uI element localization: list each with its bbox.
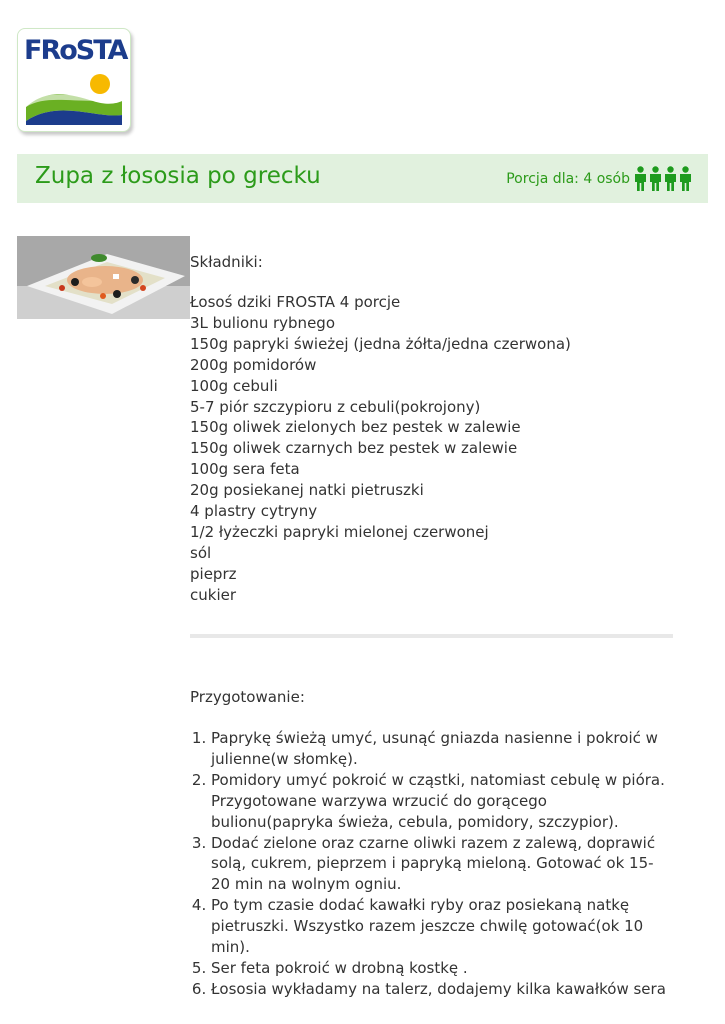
person-icon xyxy=(649,166,662,192)
section-divider xyxy=(190,634,673,638)
ingredient-item: 4 plastry cytryny xyxy=(190,502,318,521)
preparation-step: 4. Po tym czasie dodać kawałki ryby oraz posiekaną natkę pietruszki. Wszystko razem jeszcze chwilę gotować(ok 10 min). xyxy=(211,895,670,958)
ingredient-item: 150g oliwek czarnych bez pestek w zalewie xyxy=(190,439,518,458)
ingredients-heading: Składniki: xyxy=(190,253,263,271)
person-icon xyxy=(679,166,692,192)
preparation-step: 1. Paprykę świeżą umyć, usunąć gniazda nasienne i pokroić w julienne(w słomkę). xyxy=(211,728,670,770)
ingredient-item: cukier xyxy=(190,585,237,604)
ingredient-item: pieprz xyxy=(190,564,237,583)
ingredient-item: Łosoś dziki FROSTA 4 porcje xyxy=(190,293,401,311)
preparation-steps xyxy=(190,728,670,1000)
recipe-photo xyxy=(17,236,190,319)
ingredient-item: 100g sera feta xyxy=(190,460,300,479)
ingredient-item: 1/2 łyżeczki papryki mielonej czerwonej xyxy=(190,522,489,541)
ingredient-item: 3L bulionu rybnego xyxy=(190,313,335,332)
preparation-step: 6. Łososia wykładamy na talerz, dodajemy kilka kawałków sera xyxy=(211,979,670,1000)
person-icon xyxy=(634,166,647,192)
ingredient-item: 100g cebuli xyxy=(190,376,278,395)
ingredient-item: 20g posiekanej natki pietruszki xyxy=(190,481,424,500)
recipe-header xyxy=(17,154,708,203)
logo-wordmark: FRoSTA xyxy=(24,35,127,66)
preparation-step: 3. Dodać zielone oraz czarne oliwki razem z zalewą, doprawić solą, cukrem, pieprzem i papryką mieloną. Gotować ok 15-20 min na wolnym ogniu. xyxy=(211,833,670,896)
ingredient-item: 150g papryki świeżej (jedna żółta/jedna czerwona) xyxy=(190,334,571,353)
frosta-logo xyxy=(17,28,131,132)
preparation-step: 5. Ser feta pokroić w drobną kostkę . xyxy=(211,958,670,979)
recipe-title: Zupa z łososia po grecku xyxy=(35,163,321,189)
ingredients-list xyxy=(190,292,571,606)
ingredient-item: 5-7 piór szczypioru z cebuli(pokrojony) xyxy=(190,397,481,416)
soup-plate-image xyxy=(17,236,190,319)
portion-info xyxy=(506,165,692,193)
portion-people-icons xyxy=(634,166,692,192)
ingredient-item: sól xyxy=(190,543,212,562)
person-icon xyxy=(664,166,677,192)
portion-label: Porcja dla: 4 osób xyxy=(506,171,630,187)
preparation-step: 2. Pomidory umyć pokroić w cząstki, natomiast cebulę w pióra. Przygotowane warzywa wrzucić do gorącego bulionu(papryka świeża, cebula, pomidory, szczypior). xyxy=(211,770,670,833)
ingredient-item: 150g oliwek zielonych bez pestek w zalewie xyxy=(190,418,521,437)
ingredient-item: 200g pomidorów xyxy=(190,355,317,374)
preparation-heading: Przygotowanie: xyxy=(190,688,305,706)
